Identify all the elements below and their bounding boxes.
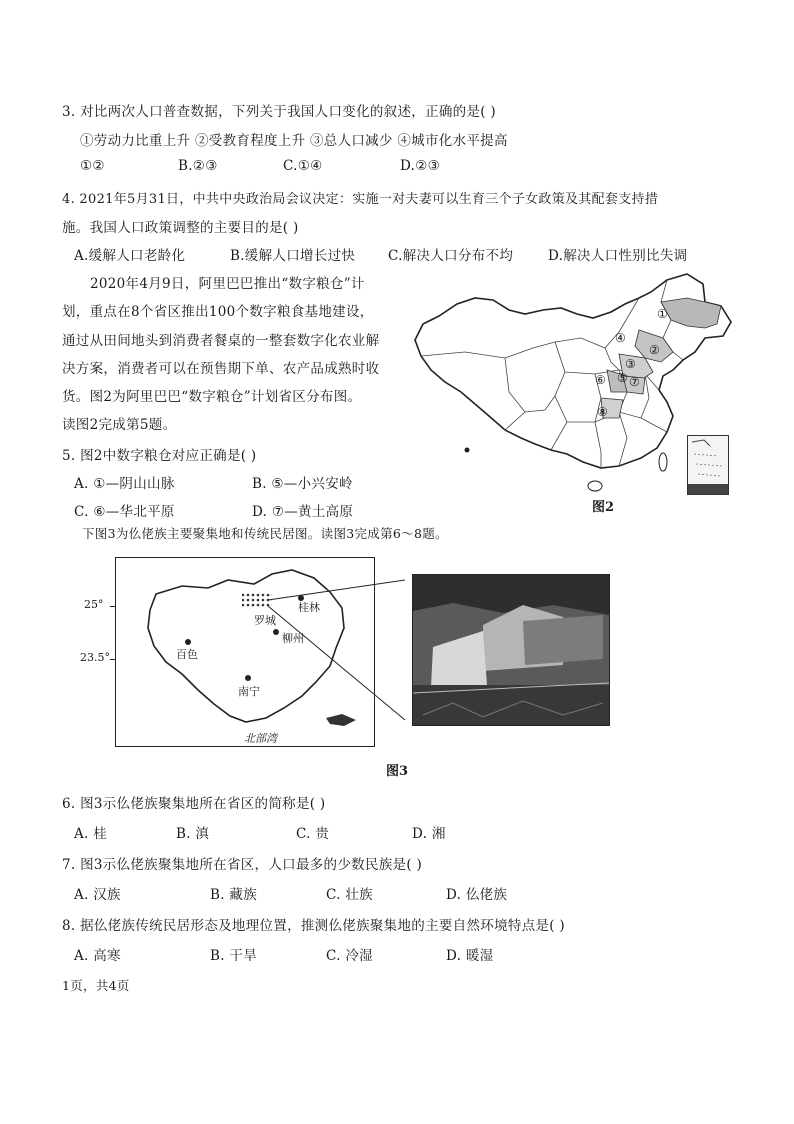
city-nanning: 南宁 bbox=[238, 685, 260, 698]
q7-option-b: B. 藏族 bbox=[210, 887, 258, 903]
figure-3-intro: 下图3为仫佬族主要聚集地和传统民居图。读图3完成第6～8题。 bbox=[82, 526, 448, 541]
figure-2-caption: 图2 bbox=[592, 500, 615, 515]
city-baise: 百色 bbox=[176, 648, 198, 661]
q4-option-c: C.解决人口分布不均 bbox=[388, 248, 514, 264]
q3-option-b: B.②③ bbox=[178, 158, 218, 174]
q7-option-a: A. 汉族 bbox=[74, 887, 121, 903]
q3-option-c: C.①④ bbox=[283, 158, 323, 174]
map2-marker-6: ⑥ bbox=[595, 373, 606, 387]
map2-marker-7: ⑦ bbox=[629, 375, 640, 389]
q8-option-b: B. 干旱 bbox=[210, 948, 258, 964]
city-luocheng: 罗城 bbox=[254, 614, 276, 627]
q5-option-c: C. ⑥—华北平原 bbox=[74, 504, 175, 520]
map2-marker-5: ⑤ bbox=[617, 371, 628, 385]
passage-line-3: 通过从田间地头到消费者餐桌的一整套数字化农业解 bbox=[62, 333, 380, 349]
city-guilin: 桂林 bbox=[298, 601, 320, 614]
q5-option-d: D. ⑦—黄土高原 bbox=[252, 504, 354, 520]
city-liuzhou: 柳州 bbox=[282, 632, 304, 645]
q6-option-a: A. 桂 bbox=[74, 826, 108, 842]
map2-marker-2: ② bbox=[649, 343, 660, 357]
q4-option-a: A.缓解人口老龄化 bbox=[74, 248, 186, 264]
q6-option-c: C. 贵 bbox=[296, 826, 330, 842]
latitude-23-5: 23.5° bbox=[80, 651, 110, 664]
passage-line-2: 划，重点在8个省区推出100个数字粮食基地建设， bbox=[62, 304, 374, 320]
sea-beibu-gulf: 北部湾 bbox=[244, 732, 277, 745]
map2-marker-1: ① bbox=[657, 307, 668, 321]
passage-line-4: 决方案，消费者可以在预售期下单、农产品成熟时收 bbox=[62, 361, 380, 377]
map2-marker-3: ③ bbox=[625, 357, 636, 371]
passage-line-5: 货。图2为阿里巴巴“数字粮仓”计划省区分布图。 bbox=[62, 389, 362, 405]
q4-option-b: B.缓解人口增长过快 bbox=[230, 248, 356, 264]
figure-3-caption: 图3 bbox=[386, 764, 409, 779]
q8-option-a: A. 高寒 bbox=[74, 948, 121, 964]
map2-marker-8: ⑧ bbox=[597, 405, 608, 419]
q4-stem-line1: 4. 2021年5月31日，中共中央政治局会议决定：实施一对夫妻可以生育三个子女政策及其配套支持措 bbox=[62, 192, 659, 207]
q6-option-b: B. 滇 bbox=[176, 826, 210, 842]
q7-stem: 7. 图3示仫佬族聚集地所在省区，人口最多的少数民族是( ) bbox=[62, 857, 423, 873]
south-china-sea-inset bbox=[687, 435, 729, 495]
q3-stem: 3. 对比两次人口普查数据，下列关于我国人口变化的叙述，正确的是( ) bbox=[62, 104, 496, 120]
q3-option-a: ①② bbox=[80, 158, 105, 174]
q5-option-a: A. ①—阴山山脉 bbox=[74, 476, 175, 492]
q3-option-d: D.②③ bbox=[400, 158, 441, 174]
q3-statements: ①劳动力比重上升 ②受教育程度上升 ③总人口减少 ④城市化水平提高 bbox=[80, 133, 508, 149]
connector-lines bbox=[260, 560, 420, 740]
q8-option-d: D. 暖湿 bbox=[446, 948, 494, 964]
q8-stem: 8. 据仫佬族传统民居形态及地理位置，推测仫佬族聚集地的主要自然环境特点是( ) bbox=[62, 918, 565, 934]
page-footer: 1页，共4页 bbox=[62, 978, 130, 993]
q7-option-c: C. 壮族 bbox=[326, 887, 373, 903]
latitude-25: 25° bbox=[84, 598, 104, 611]
q4-option-d: D.解决人口性别比失调 bbox=[548, 248, 688, 264]
q4-stem-line2: 施。我国人口政策调整的主要目的是( ) bbox=[62, 220, 299, 236]
q6-stem: 6. 图3示仫佬族聚集地所在省区的简称是( ) bbox=[62, 796, 326, 812]
tick-25 bbox=[110, 606, 116, 607]
q5-option-b: B. ⑤—小兴安岭 bbox=[252, 476, 353, 492]
q6-option-d: D. 湘 bbox=[412, 826, 446, 842]
passage-line-1: 2020年4月9日，阿里巴巴推出“数字粮仓”计 bbox=[90, 276, 365, 292]
tick-23-5 bbox=[110, 659, 116, 660]
dwelling-photo bbox=[412, 574, 610, 726]
q7-option-d: D. 仫佬族 bbox=[446, 887, 508, 903]
passage-line-6: 读图2完成第5题。 bbox=[62, 417, 177, 433]
q5-stem: 5. 图2中数字粮仓对应正确是( ) bbox=[62, 448, 257, 464]
q8-option-c: C. 冷湿 bbox=[326, 948, 373, 964]
map2-marker-4: ④ bbox=[615, 331, 626, 345]
